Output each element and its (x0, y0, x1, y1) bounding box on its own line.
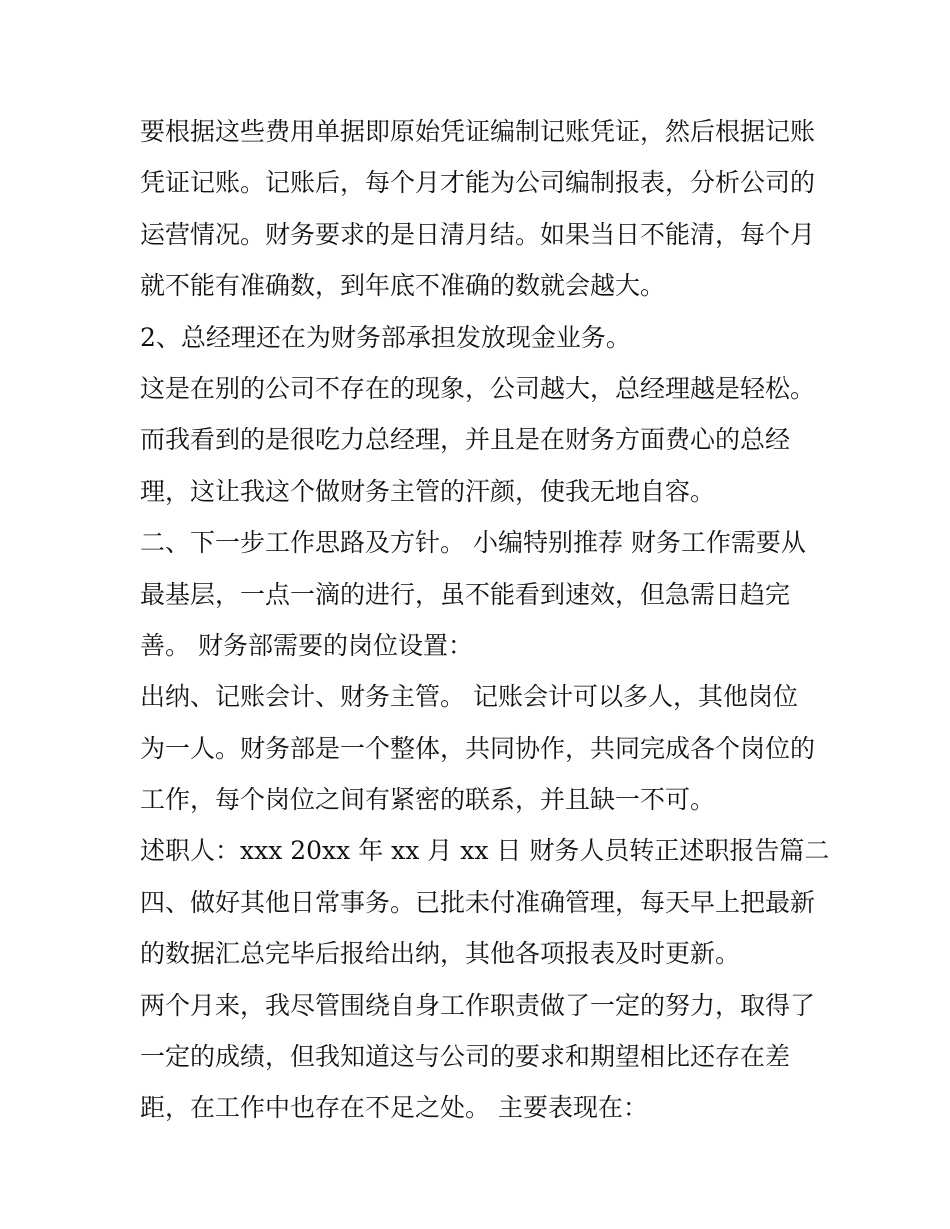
text-line: 的数据汇总完毕后报给出纳，其他各项报表及时更新。 (140, 939, 741, 969)
text-line: 理，这让我这个做财务主管的汗颜，使我无地自容。 (140, 476, 716, 506)
text-line: 距，在工作中也存在不足之处。 主要表现在： (140, 1093, 648, 1123)
text-line: 这是在别的公司不存在的现象，公司越大，总经理越是轻松。 (140, 373, 816, 403)
text-line: 为一人。财务部是一个整体，共同协作，共同完成各个岗位的 (140, 733, 816, 763)
text-line: 善。 财务部需要的岗位设置： (140, 630, 473, 660)
text-line: 两个月来，我尽管围绕自身工作职责做了一定的努力，取得了 (140, 990, 816, 1020)
text-line: 一定的成绩，但我知道这与公司的要求和期望相比还存在差 (140, 1042, 791, 1072)
text-line: 凭证记账。记账后，每个月才能为公司编制报表，分析公司的 (140, 168, 816, 198)
document-body (140, 106, 830, 1134)
text-line: 工作，每个岗位之间有紧密的联系，并且缺一不可。 (140, 785, 716, 815)
section-heading: 四、做好其他日常事务。已批未付准确管理，每天早上把最新 (140, 887, 816, 917)
text-line: 而我看到的是很吃力总经理，并且是在财务方面费心的总经 (140, 425, 791, 455)
text-line: 运营情况。财务要求的是日清月结。如果当日不能清，每个月 (140, 219, 816, 249)
text-line: 最基层，一点一滴的进行，虽不能看到速效，但急需日趋完 (140, 579, 791, 609)
text-line: 出纳、记账会计、财务主管。 记账会计可以多人，其他岗位 (140, 682, 798, 712)
numbered-point: 2、总经理还在为财务部承担发放现金业务。 (140, 322, 631, 352)
text-line: 就不能有准确数，到年底不准确的数就会越大。 (140, 271, 666, 301)
section-heading: 二、下一步工作思路及方针。 小编特别推荐 财务工作需要从 (140, 528, 806, 558)
text-line: 要根据这些费用单据即原始凭证编制记账凭证，然后根据记账 (140, 117, 816, 146)
reporter-signature-line: 述职人：xxx 20xx 年 xx 月 xx 日 财务人员转正述职报告篇二 (140, 836, 830, 866)
